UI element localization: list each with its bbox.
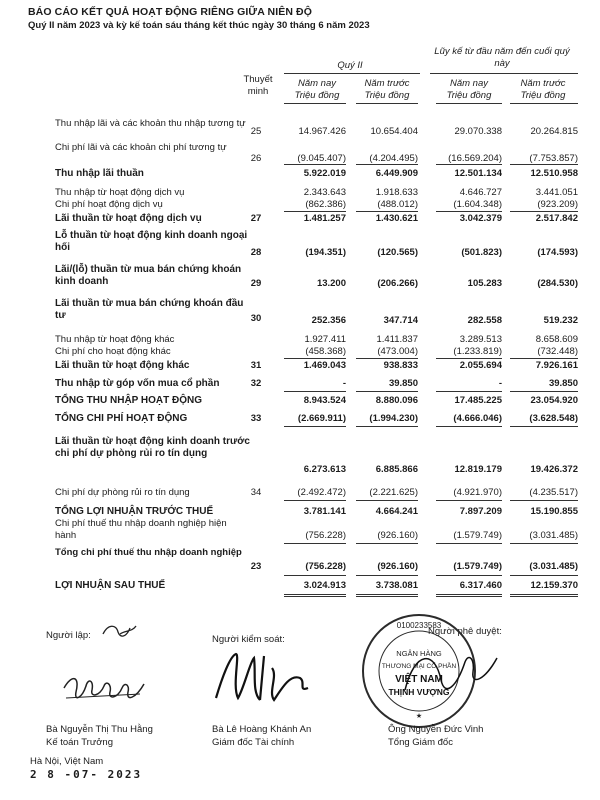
col-ytd-group: Lũy kế từ đầu năm đến cuối quý này (434, 46, 570, 69)
report-subtitle: Quý II năm 2023 và kỳ kế toán sáu tháng kết thúc ngày 30 tháng 6 năm 2023 (28, 20, 370, 31)
approver-label: Người phê duyệt: (428, 626, 502, 637)
report-title: BÁO CÁO KẾT QUẢ HOẠT ĐỘNG RIÊNG GIỮA NIÊN ĐỘ (28, 6, 312, 18)
col-quarter-group: Quý II (337, 60, 363, 71)
place-text: Hà Nội, Việt Nam (30, 756, 104, 767)
reviewer-title: Giám đốc Tài chính (212, 737, 295, 748)
seal-line1: NGÂN HÀNG (396, 649, 442, 658)
svg-text:★: ★ (415, 713, 423, 720)
reviewer-name: Bà Lê Hoàng Khánh An (212, 724, 312, 735)
approver-name: Ông Nguyễn Đức Vinh (388, 724, 484, 735)
date-stamp: 2 8 -07- 2023 (30, 768, 143, 781)
seal-line2: THƯƠNG MẠI CỔ PHẦN (381, 663, 457, 670)
approver-title: Tổng Giám đốc (388, 737, 453, 748)
seal-line3: VIỆT NAM (395, 674, 443, 685)
reviewer-signature (208, 648, 318, 708)
income-statement-table: Thu nhập lãi và các khoản thu nhập tương tự 25 14.967.426 10.654.404 29.070.338 20.264.815 Chi phí lãi và các khoản chi phí tương tự 26 (9.045.407) (4.204.495) (16.569.204) (7.753.857) Thu nhập lãi thuần 5.922.019 6.449.909 12.501.134 12.510.958 Thu nhập từ hoạt động dịch vụ 2.343.643 1.918.633 4.646.727 3.441.051 Chi phí hoạt động dịch vụ (862.386) (488.012) (1.604.348) (923.209) Lãi thuần từ hoạt động dịch vụ 27 1.481.257 1.430.621 3.042.379 2.517.842 Lỗ thuần từ hoạt động kinh doanh ngoại hối 28 (194.351) (120.565) (501.823) (174.593) Lãi/(lỗ) thuần từ mua bán chứng khoán kinh doanh 29 13.200 (206.266) 105.283 (284.530) Lãi thuần từ mua bán chứng khoán đầu tư 30 252.356 347.714 282.558 519.232 Thu nhập từ hoạt động khác 1.927.411 1.411.837 3.289.513 8.658.609 Chi phí cho hoạt động khác (458.368) (473.004) (1.233.819) (732.448) Lãi thuần từ hoạt động khác 31 1.469.043 938.833 2.055.694 7.926.161 Thu nhập từ góp vốn mua cổ phần 32 - 39.850 - 39.850 TỔNG THU NHẬP HOẠT ĐỘNG 8.943.524 8.880.096 17.485.225 23.054.920 TỔNG CHI PHÍ HOẠT ĐỘNG 33 (2.669.911) (1.994.230) (4.666.046) (3.628.548) Lãi thuần từ hoạt động kinh doanh trước chi phí dự phòng rủi ro tín dụng 6.273.613 6.885.866 12.819.179 19.426.372 Chi phí dự phòng rủi ro tín dụng 34 (2.492.472) (2.221.625) (4.921.970) (4.235.517) TỔNG LỢI NHUẬN TRƯỚC THUẾ 3.781.141 4.664.241 7.897.209 15.190.855 Chi phí thuế thu nhập doanh nghiệp hiện hành (756.228) (926.160) (1.579.749) (3.031.485) Tổng chi phí thuế thu nhập doanh nghiệp 23 (756.228) (926.160) (1.579.749) (3.031.485) LỢI NHUẬN SAU THUẾ 3.024.913 3.738.081 6.317.460 12.159.370 (0, 0, 600, 800)
preparer-signature (60, 668, 150, 710)
seal-code: 0100233583 (396, 621, 442, 630)
seal-line4: THỊNH VƯỢNG (388, 687, 450, 697)
approver-signature (395, 640, 505, 710)
col-y-this-year: Năm nay Triệu đồng (446, 78, 492, 101)
reviewer-label: Người kiểm soát: (212, 634, 285, 645)
col-q-last-year: Năm trước Triệu đồng (364, 78, 410, 101)
col-q-this-year: Năm nay Triệu đồng (294, 78, 340, 101)
preparer-initial-signature (100, 620, 140, 642)
preparer-label: Người lập: (46, 630, 91, 641)
col-y-last-year: Năm trước Triệu đồng (520, 78, 566, 101)
preparer-title: Kế toán Trưởng (46, 737, 113, 748)
col-note-header: Thuyết minh (243, 74, 273, 97)
preparer-name: Bà Nguyễn Thị Thu Hằng (46, 724, 153, 735)
